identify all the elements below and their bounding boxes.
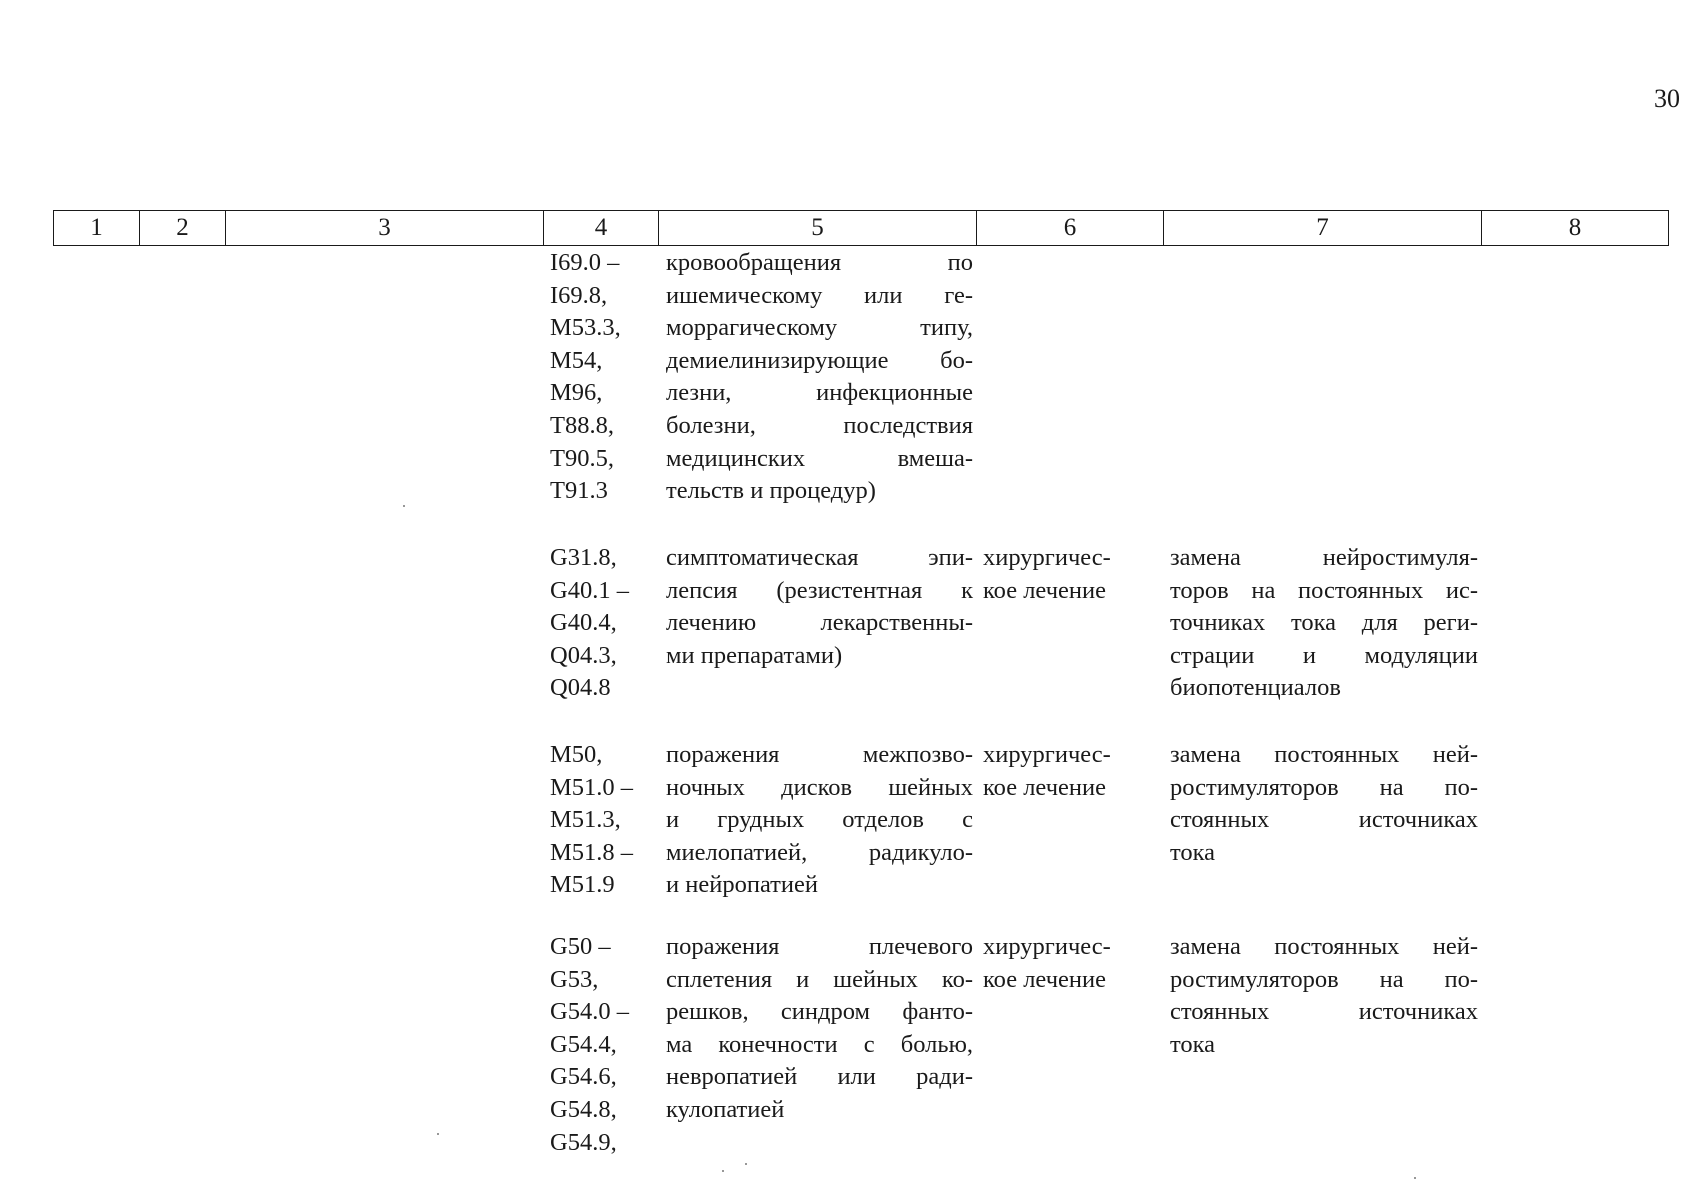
code-line: G31.8, xyxy=(550,544,617,571)
method-line: ростимуляторов на по- xyxy=(1170,773,1478,801)
condition-line: лечению лекарственны- xyxy=(666,609,973,637)
treatment-method xyxy=(1170,542,1478,705)
scan-speck xyxy=(745,1163,747,1165)
treatment-type xyxy=(983,542,1163,607)
code-line: G54.6, xyxy=(550,1063,617,1091)
method-line: замена постоянных ней- xyxy=(1170,933,1478,960)
condition-description xyxy=(666,931,973,1127)
diagnosis-codes xyxy=(550,931,660,1159)
condition-line: болезни, последствия xyxy=(666,411,973,439)
method-line: биопотенциалов xyxy=(1170,674,1341,702)
method-line: тока xyxy=(1170,838,1216,866)
header-col-2: 2 xyxy=(140,211,226,246)
condition-line: симптоматическая эпи- xyxy=(666,544,973,571)
treatment-line: хирургичес- xyxy=(983,741,1111,768)
condition-line: поражения плечевого xyxy=(666,933,973,960)
condition-line: кулопатией xyxy=(666,1095,785,1123)
code-line: G40.1 – xyxy=(550,576,629,604)
code-line: Q04.3, xyxy=(550,641,617,669)
condition-line: сплетения и шейных ко- xyxy=(666,965,973,993)
treatment-line: хирургичес- xyxy=(983,544,1111,571)
code-line: G53, xyxy=(550,965,599,993)
scan-speck xyxy=(403,505,405,507)
treatment-type xyxy=(983,931,1163,996)
header-col-4: 4 xyxy=(544,211,659,246)
diagnosis-codes xyxy=(550,739,660,902)
condition-line: и нейропатией xyxy=(666,871,818,899)
code-line: Q04.8 xyxy=(550,674,611,702)
condition-line: лезни, инфекционные xyxy=(666,379,973,407)
condition-line: ночных дисков шейных xyxy=(666,773,973,801)
condition-description xyxy=(666,739,973,902)
condition-line: моррагическому типу, xyxy=(666,314,973,342)
condition-line: миелопатией, радикуло- xyxy=(666,838,973,866)
method-line: страции и модуляции xyxy=(1170,641,1478,669)
condition-line: и грудных отделов с xyxy=(666,806,973,834)
code-line: I69.0 – xyxy=(550,249,620,276)
condition-line: решков, синдром фанто- xyxy=(666,998,973,1026)
scan-speck xyxy=(437,1133,439,1135)
code-line: T90.5, xyxy=(550,444,614,472)
code-line: M53.3, xyxy=(550,314,621,342)
treatment-line: хирургичес- xyxy=(983,933,1111,960)
condition-line: лепсия (резистентная к xyxy=(666,576,973,604)
method-line: замена нейростимуля- xyxy=(1170,544,1478,571)
code-line: G40.4, xyxy=(550,609,617,637)
condition-line: ишемическому или ге- xyxy=(666,281,973,309)
method-line: точниках тока для реги- xyxy=(1170,609,1478,637)
method-line: стоянных источниках xyxy=(1170,998,1478,1026)
method-line: ростимуляторов на по- xyxy=(1170,965,1478,993)
code-line: M54, xyxy=(550,346,603,374)
condition-line: ми препаратами) xyxy=(666,641,843,669)
code-line: T88.8, xyxy=(550,411,614,439)
condition-line: медицинских вмеша- xyxy=(666,444,973,472)
diagnosis-codes xyxy=(550,542,660,705)
method-line: стоянных источниках xyxy=(1170,806,1478,834)
treatment-line: кое лечение xyxy=(983,773,1106,801)
scan-speck xyxy=(1414,1177,1416,1179)
code-line: G50 – xyxy=(550,933,611,960)
treatment-type xyxy=(983,739,1163,804)
method-line: торов на постоянных ис- xyxy=(1170,576,1478,604)
condition-line: кровообращения по xyxy=(666,249,973,276)
code-line: M51.0 – xyxy=(550,773,634,801)
condition-description xyxy=(666,542,973,672)
code-line: G54.0 – xyxy=(550,998,629,1026)
treatment-line: кое лечение xyxy=(983,965,1106,993)
condition-line: ма конечности с болью, xyxy=(666,1030,973,1058)
condition-line: невропатией или ради- xyxy=(666,1063,973,1091)
treatment-method xyxy=(1170,739,1478,869)
code-line: G54.4, xyxy=(550,1030,617,1058)
condition-line: поражения межпозво- xyxy=(666,741,973,768)
code-line: M51.9 xyxy=(550,871,615,899)
header-col-8: 8 xyxy=(1482,211,1669,246)
code-line: T91.3 xyxy=(550,477,608,505)
treatment-method xyxy=(1170,931,1478,1061)
code-line: M50, xyxy=(550,741,603,768)
header-col-6: 6 xyxy=(977,211,1164,246)
diagnosis-codes xyxy=(550,247,660,508)
column-number-header xyxy=(53,210,1669,246)
condition-line: тельств и процедур) xyxy=(666,477,876,505)
header-col-5: 5 xyxy=(659,211,977,246)
condition-line: демиелинизирующие бо- xyxy=(666,346,973,374)
code-line: M96, xyxy=(550,379,603,407)
code-line: G54.9, xyxy=(550,1128,617,1156)
code-line: M51.8 – xyxy=(550,838,634,866)
header-col-1: 1 xyxy=(54,211,140,246)
method-line: тока xyxy=(1170,1030,1216,1058)
header-row xyxy=(54,211,1669,246)
scan-speck xyxy=(722,1170,724,1172)
code-line: M51.3, xyxy=(550,806,621,834)
code-line: G54.8, xyxy=(550,1095,617,1123)
method-line: замена постоянных ней- xyxy=(1170,741,1478,768)
header-col-7: 7 xyxy=(1164,211,1482,246)
code-line: I69.8, xyxy=(550,281,608,309)
condition-description xyxy=(666,247,973,508)
page-number: 30 xyxy=(1654,84,1680,113)
header-col-3: 3 xyxy=(226,211,544,246)
treatment-line: кое лечение xyxy=(983,576,1106,604)
